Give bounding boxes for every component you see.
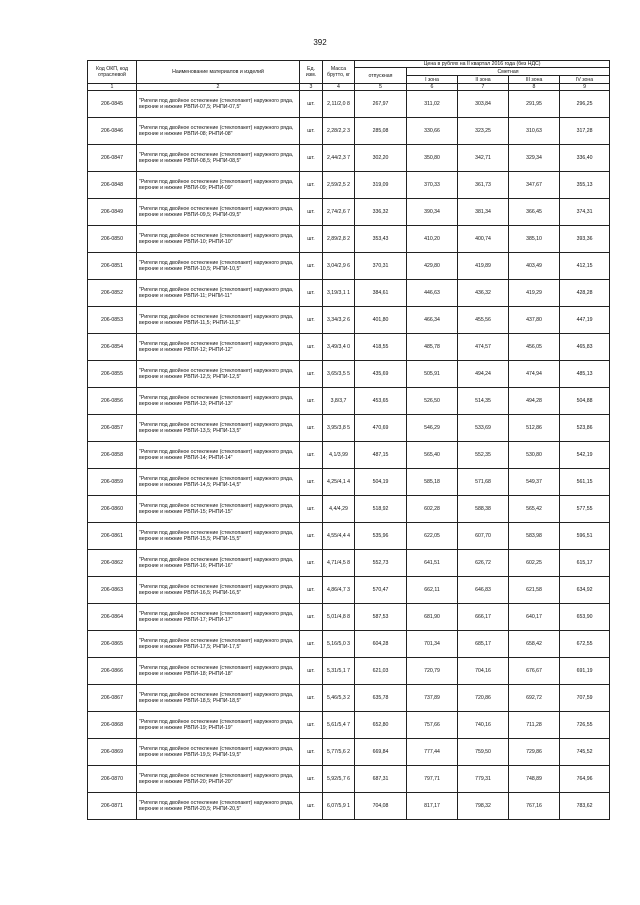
price-release: 587,53 <box>355 604 407 631</box>
price-zone-4: 783,62 <box>560 793 610 820</box>
price-zone-2: 436,32 <box>458 280 509 307</box>
price-zone-3: 494,28 <box>509 388 560 415</box>
item-code: 206-0845 <box>88 91 137 118</box>
item-mass: 5,01/4,8 8 <box>323 604 355 631</box>
col-number: 1 <box>88 84 137 91</box>
item-mass: 2,11/2,0 8 <box>323 91 355 118</box>
price-zone-2: 588,38 <box>458 496 509 523</box>
item-name: "Ригели под двойное остекление (стеклопакет) наружного ряда, верхние и нижние РВПИ-16,5; РНПИ-16,5" <box>137 577 300 604</box>
price-zone-1: 662,11 <box>407 577 458 604</box>
price-zone-2: 704,16 <box>458 658 509 685</box>
item-code: 206-0851 <box>88 253 137 280</box>
item-name: "Ригели под двойное остекление (стеклопакет) наружного ряда, верхние и нижние РВПИ-10; РНПИ-10" <box>137 226 300 253</box>
price-zone-3: 530,80 <box>509 442 560 469</box>
item-mass: 2,44/2,3 7 <box>323 145 355 172</box>
price-zone-3: 291,95 <box>509 91 560 118</box>
price-zone-3: 347,67 <box>509 172 560 199</box>
item-unit: шт. <box>300 469 323 496</box>
item-unit: шт. <box>300 604 323 631</box>
price-zone-4: 393,36 <box>560 226 610 253</box>
price-zone-3: 456,05 <box>509 334 560 361</box>
price-release: 285,08 <box>355 118 407 145</box>
table-row <box>88 145 610 172</box>
price-zone-3: 310,63 <box>509 118 560 145</box>
item-code: 206-0859 <box>88 469 137 496</box>
price-zone-2: 759,50 <box>458 739 509 766</box>
price-zone-2: 514,35 <box>458 388 509 415</box>
price-zone-3: 729,86 <box>509 739 560 766</box>
price-zone-4: 745,52 <box>560 739 610 766</box>
item-code: 206-0853 <box>88 307 137 334</box>
col-number: 2 <box>137 84 300 91</box>
price-zone-1: 410,20 <box>407 226 458 253</box>
price-zone-1: 797,71 <box>407 766 458 793</box>
item-unit: шт. <box>300 658 323 685</box>
price-zone-2: 381,34 <box>458 199 509 226</box>
price-zone-4: 447,19 <box>560 307 610 334</box>
item-name: "Ригели под двойное остекление (стеклопакет) наружного ряда, верхние и нижние РВПИ-19; РНПИ-19" <box>137 712 300 739</box>
price-zone-4: 691,19 <box>560 658 610 685</box>
price-zone-3: 329,34 <box>509 145 560 172</box>
price-release: 453,65 <box>355 388 407 415</box>
price-zone-3: 403,49 <box>509 253 560 280</box>
item-code: 206-0864 <box>88 604 137 631</box>
price-zone-3: 474,94 <box>509 361 560 388</box>
item-code: 206-0857 <box>88 415 137 442</box>
table-row <box>88 766 610 793</box>
item-mass: 3,04/2,9 6 <box>323 253 355 280</box>
item-mass: 4,4/4,29 <box>323 496 355 523</box>
price-zone-4: 465,83 <box>560 334 610 361</box>
price-zone-1: 390,34 <box>407 199 458 226</box>
table-row <box>88 361 610 388</box>
item-mass: 3,19/3,1 1 <box>323 280 355 307</box>
table-row <box>88 685 610 712</box>
header-name: Наименование материалов и изделий <box>137 61 300 84</box>
item-mass: 4,25/4,1 4 <box>323 469 355 496</box>
item-unit: шт. <box>300 712 323 739</box>
price-zone-3: 366,45 <box>509 199 560 226</box>
price-zone-3: 437,80 <box>509 307 560 334</box>
item-code: 206-0849 <box>88 199 137 226</box>
item-code: 206-0858 <box>88 442 137 469</box>
price-zone-2: 400,74 <box>458 226 509 253</box>
price-zone-4: 317,28 <box>560 118 610 145</box>
price-zone-2: 779,31 <box>458 766 509 793</box>
col-number: 5 <box>355 84 407 91</box>
table-row <box>88 523 610 550</box>
item-unit: шт. <box>300 496 323 523</box>
price-zone-1: 466,34 <box>407 307 458 334</box>
price-zone-2: 474,57 <box>458 334 509 361</box>
item-code: 206-0852 <box>88 280 137 307</box>
item-code: 206-0869 <box>88 739 137 766</box>
item-mass: 2,59/2,5 2 <box>323 172 355 199</box>
price-zone-2: 685,17 <box>458 631 509 658</box>
item-code: 206-0847 <box>88 145 137 172</box>
table-row <box>88 658 610 685</box>
price-zone-1: 330,66 <box>407 118 458 145</box>
item-code: 206-0867 <box>88 685 137 712</box>
price-zone-1: 546,29 <box>407 415 458 442</box>
price-zone-1: 429,80 <box>407 253 458 280</box>
table-body <box>88 91 610 820</box>
price-release: 401,80 <box>355 307 407 334</box>
item-unit: шт. <box>300 226 323 253</box>
price-zone-3: 602,25 <box>509 550 560 577</box>
table-row <box>88 442 610 469</box>
item-mass: 3,95/3,8 5 <box>323 415 355 442</box>
price-zone-1: 446,63 <box>407 280 458 307</box>
item-mass: 3,34/3,2 6 <box>323 307 355 334</box>
item-unit: шт. <box>300 307 323 334</box>
item-mass: 4,55/4,4 4 <box>323 523 355 550</box>
item-name: "Ригели под двойное остекление (стеклопакет) наружного ряда, верхние и нижние РВПИ-15,5; РНПИ-15,5" <box>137 523 300 550</box>
item-mass: 3,8/3,7 <box>323 388 355 415</box>
price-release: 319,09 <box>355 172 407 199</box>
price-release: 535,96 <box>355 523 407 550</box>
item-name: "Ригели под двойное остекление (стеклопакет) наружного ряда, верхние и нижние РВПИ-08,5; РНПИ-08,5" <box>137 145 300 172</box>
price-zone-4: 615,17 <box>560 550 610 577</box>
price-zone-4: 707,59 <box>560 685 610 712</box>
table-row <box>88 604 610 631</box>
price-zone-3: 621,58 <box>509 577 560 604</box>
item-code: 206-0850 <box>88 226 137 253</box>
table-row <box>88 739 610 766</box>
table-row <box>88 577 610 604</box>
price-zone-4: 336,40 <box>560 145 610 172</box>
page-number: 392 <box>313 38 327 47</box>
price-zone-2: 571,68 <box>458 469 509 496</box>
item-mass: 5,31/5,1 7 <box>323 658 355 685</box>
table-row <box>88 172 610 199</box>
price-release: 487,15 <box>355 442 407 469</box>
price-zone-1: 737,89 <box>407 685 458 712</box>
table-row <box>88 712 610 739</box>
table-row <box>88 280 610 307</box>
item-code: 206-0848 <box>88 172 137 199</box>
item-name: "Ригели под двойное остекление (стеклопакет) наружного ряда, верхние и нижние РВПИ-13,5; РНПИ-13,5" <box>137 415 300 442</box>
col-number: 4 <box>323 84 355 91</box>
price-zone-2: 342,71 <box>458 145 509 172</box>
price-zone-2: 323,25 <box>458 118 509 145</box>
price-release: 353,43 <box>355 226 407 253</box>
header-zone-2: II зона <box>458 76 509 84</box>
price-zone-2: 361,73 <box>458 172 509 199</box>
price-zone-1: 757,66 <box>407 712 458 739</box>
table-row <box>88 334 610 361</box>
item-name: "Ригели под двойное остекление (стеклопакет) наружного ряда, верхние и нижние РВПИ-14,5; РНПИ-14,5" <box>137 469 300 496</box>
item-unit: шт. <box>300 280 323 307</box>
price-zone-2: 798,32 <box>458 793 509 820</box>
item-mass: 2,74/2,6 7 <box>323 199 355 226</box>
item-code: 206-0868 <box>88 712 137 739</box>
table-row <box>88 118 610 145</box>
item-name: "Ригели под двойное остекление (стеклопакет) наружного ряда, верхние и нижние РВПИ-13; РНПИ-13" <box>137 388 300 415</box>
price-zone-1: 777,44 <box>407 739 458 766</box>
item-mass: 2,89/2,8 2 <box>323 226 355 253</box>
item-name: "Ригели под двойное остекление (стеклопакет) наружного ряда, верхние и нижние РВПИ-08; РНПИ-08" <box>137 118 300 145</box>
price-release: 621,03 <box>355 658 407 685</box>
price-zone-3: 583,98 <box>509 523 560 550</box>
header-zone-3: III зона <box>509 76 560 84</box>
col-number: 3 <box>300 84 323 91</box>
price-zone-3: 419,29 <box>509 280 560 307</box>
price-release: 518,92 <box>355 496 407 523</box>
price-table <box>87 60 610 820</box>
item-unit: шт. <box>300 415 323 442</box>
item-code: 206-0862 <box>88 550 137 577</box>
price-zone-3: 385,10 <box>509 226 560 253</box>
item-mass: 5,92/5,7 6 <box>323 766 355 793</box>
price-zone-2: 646,83 <box>458 577 509 604</box>
item-name: "Ригели под двойное остекление (стеклопакет) наружного ряда, верхние и нижние РВПИ-18,5; РНПИ-18,5" <box>137 685 300 712</box>
item-unit: шт. <box>300 577 323 604</box>
price-release: 570,47 <box>355 577 407 604</box>
header-release: отпускная <box>355 68 407 84</box>
item-mass: 2,28/2,2 3 <box>323 118 355 145</box>
item-code: 206-0861 <box>88 523 137 550</box>
item-mass: 4,71/4,5 8 <box>323 550 355 577</box>
col-number: 7 <box>458 84 509 91</box>
item-name: "Ригели под двойное остекление (стеклопакет) наружного ряда, верхние и нижние РВПИ-12; РНПИ-12" <box>137 334 300 361</box>
price-zone-4: 374,31 <box>560 199 610 226</box>
price-zone-4: 412,15 <box>560 253 610 280</box>
price-release: 418,55 <box>355 334 407 361</box>
item-name: "Ригели под двойное остекление (стеклопакет) наружного ряда, верхние и нижние РВПИ-17,5; РНПИ-17,5" <box>137 631 300 658</box>
price-zone-2: 552,35 <box>458 442 509 469</box>
price-zone-2: 720,86 <box>458 685 509 712</box>
price-zone-2: 666,17 <box>458 604 509 631</box>
item-mass: 5,77/5,6 2 <box>323 739 355 766</box>
price-zone-4: 355,13 <box>560 172 610 199</box>
header-mass: Масса брутто, кг <box>323 61 355 84</box>
price-release: 687,31 <box>355 766 407 793</box>
price-zone-1: 350,80 <box>407 145 458 172</box>
price-zone-1: 565,40 <box>407 442 458 469</box>
price-release: 302,20 <box>355 145 407 172</box>
item-name: "Ригели под двойное остекление (стеклопакет) наружного ряда, верхние и нижние РВПИ-11; РНПИ-11" <box>137 280 300 307</box>
price-zone-3: 676,67 <box>509 658 560 685</box>
price-zone-1: 817,17 <box>407 793 458 820</box>
table-row <box>88 307 610 334</box>
price-zone-2: 740,16 <box>458 712 509 739</box>
price-zone-4: 653,90 <box>560 604 610 631</box>
table-row <box>88 793 610 820</box>
price-zone-3: 692,72 <box>509 685 560 712</box>
table-row <box>88 226 610 253</box>
price-zone-1: 370,33 <box>407 172 458 199</box>
item-name: "Ригели под двойное остекление (стеклопакет) наружного ряда, верхние и нижние РВПИ-20,5; РНПИ-20,5" <box>137 793 300 820</box>
item-unit: шт. <box>300 361 323 388</box>
item-name: "Ригели под двойное остекление (стеклопакет) наружного ряда, верхние и нижние РВПИ-10,5; РНПИ-10,5" <box>137 253 300 280</box>
price-zone-4: 296,25 <box>560 91 610 118</box>
price-zone-1: 681,90 <box>407 604 458 631</box>
item-unit: шт. <box>300 118 323 145</box>
price-release: 470,69 <box>355 415 407 442</box>
price-zone-2: 607,70 <box>458 523 509 550</box>
price-zone-2: 303,84 <box>458 91 509 118</box>
price-release: 652,80 <box>355 712 407 739</box>
item-unit: шт. <box>300 523 323 550</box>
item-code: 206-0855 <box>88 361 137 388</box>
header-estimate: Сметная <box>407 68 610 76</box>
item-code: 206-0863 <box>88 577 137 604</box>
item-unit: шт. <box>300 145 323 172</box>
price-zone-3: 512,86 <box>509 415 560 442</box>
table-row <box>88 469 610 496</box>
price-release: 370,31 <box>355 253 407 280</box>
price-zone-3: 565,42 <box>509 496 560 523</box>
price-zone-2: 455,56 <box>458 307 509 334</box>
header-price-group: Цена в рублях на II квартал 2016 года (без НДС) <box>355 61 610 68</box>
price-zone-1: 622,05 <box>407 523 458 550</box>
price-zone-2: 494,24 <box>458 361 509 388</box>
price-zone-3: 549,37 <box>509 469 560 496</box>
col-number: 9 <box>560 84 610 91</box>
item-name: "Ригели под двойное остекление (стеклопакет) наружного ряда, верхние и нижние РВПИ-18; РНПИ-18" <box>137 658 300 685</box>
item-name: "Ригели под двойное остекление (стеклопакет) наружного ряда, верхние и нижние РВПИ-17; РНПИ-17" <box>137 604 300 631</box>
item-unit: шт. <box>300 739 323 766</box>
item-code: 206-0871 <box>88 793 137 820</box>
price-zone-4: 634,92 <box>560 577 610 604</box>
price-release: 435,69 <box>355 361 407 388</box>
item-unit: шт. <box>300 550 323 577</box>
item-name: "Ригели под двойное остекление (стеклопакет) наружного ряда, верхние и нижние РВПИ-09; РНПИ-09" <box>137 172 300 199</box>
price-zone-4: 764,96 <box>560 766 610 793</box>
item-code: 206-0865 <box>88 631 137 658</box>
header-zone-1: I зона <box>407 76 458 84</box>
price-zone-1: 701,34 <box>407 631 458 658</box>
item-unit: шт. <box>300 199 323 226</box>
price-release: 635,78 <box>355 685 407 712</box>
price-release: 336,32 <box>355 199 407 226</box>
item-name: "Ригели под двойное остекление (стеклопакет) наружного ряда, верхние и нижние РВПИ-07,5; РНПИ-07,5" <box>137 91 300 118</box>
header-column-numbers <box>88 84 610 91</box>
item-unit: шт. <box>300 253 323 280</box>
item-mass: 3,49/3,4 0 <box>323 334 355 361</box>
table-row <box>88 496 610 523</box>
item-name: "Ригели под двойное остекление (стеклопакет) наружного ряда, верхние и нижние РВПИ-11,5; РНПИ-11,5" <box>137 307 300 334</box>
price-zone-3: 640,17 <box>509 604 560 631</box>
price-zone-3: 658,42 <box>509 631 560 658</box>
item-code: 206-0856 <box>88 388 137 415</box>
item-name: "Ригели под двойное остекление (стеклопакет) наружного ряда, верхние и нижние РВПИ-15; РНПИ-15" <box>137 496 300 523</box>
item-unit: шт. <box>300 388 323 415</box>
item-mass: 4,1/3,99 <box>323 442 355 469</box>
item-code: 206-0866 <box>88 658 137 685</box>
price-zone-1: 602,28 <box>407 496 458 523</box>
price-zone-4: 542,19 <box>560 442 610 469</box>
item-unit: шт. <box>300 442 323 469</box>
item-mass: 5,46/5,3 2 <box>323 685 355 712</box>
price-zone-4: 523,86 <box>560 415 610 442</box>
table-row <box>88 253 610 280</box>
item-unit: шт. <box>300 172 323 199</box>
price-zone-4: 577,55 <box>560 496 610 523</box>
price-release: 267,97 <box>355 91 407 118</box>
price-zone-4: 428,28 <box>560 280 610 307</box>
table-header <box>88 61 610 91</box>
price-zone-3: 767,16 <box>509 793 560 820</box>
item-mass: 3,65/3,5 5 <box>323 361 355 388</box>
price-zone-1: 720,79 <box>407 658 458 685</box>
price-release: 669,84 <box>355 739 407 766</box>
item-unit: шт. <box>300 766 323 793</box>
price-zone-1: 505,91 <box>407 361 458 388</box>
item-name: "Ригели под двойное остекление (стеклопакет) наружного ряда, верхние и нижние РВПИ-12,5; РНПИ-12,5" <box>137 361 300 388</box>
price-zone-1: 311,02 <box>407 91 458 118</box>
item-unit: шт. <box>300 793 323 820</box>
price-release: 604,28 <box>355 631 407 658</box>
table-row <box>88 388 610 415</box>
item-mass: 6,07/5,9 1 <box>323 793 355 820</box>
item-unit: шт. <box>300 334 323 361</box>
price-release: 704,08 <box>355 793 407 820</box>
item-name: "Ригели под двойное остекление (стеклопакет) наружного ряда, верхние и нижние РВПИ-14; РНПИ-14" <box>137 442 300 469</box>
item-unit: шт. <box>300 631 323 658</box>
price-zone-4: 504,88 <box>560 388 610 415</box>
table-row <box>88 631 610 658</box>
price-zone-4: 561,15 <box>560 469 610 496</box>
price-zone-1: 485,78 <box>407 334 458 361</box>
price-zone-2: 533,69 <box>458 415 509 442</box>
price-release: 552,73 <box>355 550 407 577</box>
header-unit: Ед. изм. <box>300 61 323 84</box>
price-zone-1: 526,50 <box>407 388 458 415</box>
price-release: 384,61 <box>355 280 407 307</box>
item-unit: шт. <box>300 91 323 118</box>
table-row <box>88 199 610 226</box>
table-row <box>88 550 610 577</box>
header-code: Код ОКП, код отраслевой <box>88 61 137 84</box>
item-name: "Ригели под двойное остекление (стеклопакет) наружного ряда, верхние и нижние РВПИ-16; РНПИ-16" <box>137 550 300 577</box>
price-zone-4: 726,55 <box>560 712 610 739</box>
price-zone-3: 748,89 <box>509 766 560 793</box>
item-mass: 4,86/4,7 3 <box>323 577 355 604</box>
item-name: "Ригели под двойное остекление (стеклопакет) наружного ряда, верхние и нижние РВПИ-09,5; РНПИ-09,5" <box>137 199 300 226</box>
price-zone-2: 419,89 <box>458 253 509 280</box>
item-code: 206-0870 <box>88 766 137 793</box>
price-zone-3: 711,28 <box>509 712 560 739</box>
price-release: 504,19 <box>355 469 407 496</box>
item-name: "Ригели под двойное остекление (стеклопакет) наружного ряда, верхние и нижние РВПИ-20; РНПИ-20" <box>137 766 300 793</box>
col-number: 6 <box>407 84 458 91</box>
table-row <box>88 91 610 118</box>
price-zone-4: 672,55 <box>560 631 610 658</box>
price-zone-4: 596,51 <box>560 523 610 550</box>
item-name: "Ригели под двойное остекление (стеклопакет) наружного ряда, верхние и нижние РВПИ-19,5; РНПИ-19,5" <box>137 739 300 766</box>
price-zone-4: 485,13 <box>560 361 610 388</box>
item-mass: 5,16/5,0 3 <box>323 631 355 658</box>
price-zone-1: 641,51 <box>407 550 458 577</box>
price-zone-1: 585,18 <box>407 469 458 496</box>
item-unit: шт. <box>300 685 323 712</box>
col-number: 8 <box>509 84 560 91</box>
table-row <box>88 415 610 442</box>
header-zone-4: IV зона <box>560 76 610 84</box>
price-zone-2: 626,72 <box>458 550 509 577</box>
item-code: 206-0860 <box>88 496 137 523</box>
item-code: 206-0854 <box>88 334 137 361</box>
item-mass: 5,61/5,4 7 <box>323 712 355 739</box>
item-code: 206-0846 <box>88 118 137 145</box>
